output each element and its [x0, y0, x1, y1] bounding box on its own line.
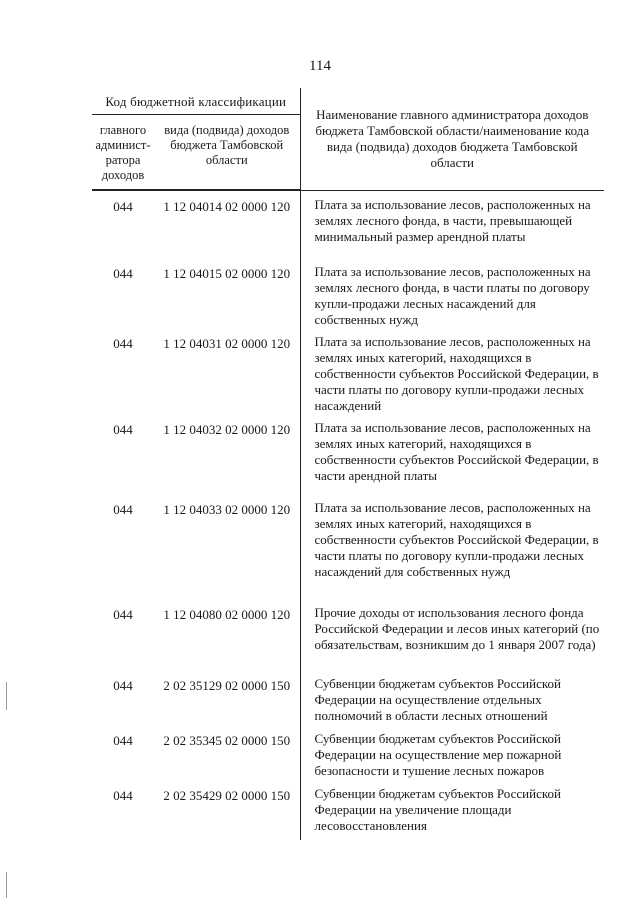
income-name: Плата за использование лесов, расположенных на землях иных категорий, находящихся в собственности субъектов Российской Федерации, в части платы по договору купли-продажи лесных насаждений — [314, 333, 599, 413]
budget-classification-table — [92, 88, 604, 840]
income-name: Плата за использование лесов, расположенных на землях лесного фонда, в части, превышающей минимальный размер арендной платы — [314, 197, 591, 244]
income-name: Плата за использование лесов, расположенных на землях лесного фонда, в части платы по договору купли-продажи лесных насаждений для собственных нужд — [314, 263, 591, 327]
income-code: 1 12 04014 02 0000 120 — [154, 191, 300, 258]
table-row — [92, 258, 604, 328]
admin-code: 044 — [113, 199, 133, 214]
table-row — [92, 191, 604, 258]
header-admin: главного админист-ратора доходов — [92, 115, 154, 190]
header-kind: вида (подвида) доходов бюджета Тамбовской области — [154, 115, 300, 190]
income-code: 1 12 04031 02 0000 120 — [154, 328, 300, 414]
admin-code: 044 — [113, 501, 133, 517]
admin-code: 044 — [113, 677, 133, 693]
admin-code: 044 — [113, 787, 133, 803]
income-name: Прочие доходы от использования лесного фонда Российской Федерации и лесов иных категорий (по обязательствам, возникшим до 1 января 2007 года) — [314, 604, 600, 652]
income-name: Субвенции бюджетам субъектов Российской Федерации на осуществление мер пожарной безопасности и тушение лесных пожаров — [314, 730, 562, 778]
income-code: 2 02 35129 02 0000 150 — [154, 670, 300, 725]
income-code: 1 12 04032 02 0000 120 — [154, 414, 300, 494]
income-code: 1 12 04080 02 0000 120 — [154, 599, 300, 670]
table-row — [92, 670, 604, 725]
income-code: 1 12 04015 02 0000 120 — [154, 258, 300, 328]
income-code: 2 02 35429 02 0000 150 — [154, 780, 300, 840]
income-name: Субвенции бюджетам субъектов Российской Федерации на увеличение площади лесовосстановления — [314, 785, 561, 833]
admin-code: 044 — [113, 421, 133, 437]
admin-code: 044 — [113, 265, 133, 281]
table-row — [92, 599, 604, 670]
header-name: Наименование главного администратора доходов бюджета Тамбовской области/наименование кода вида (подвида) доходов бюджета Тамбовской области — [315, 106, 590, 170]
table-row — [92, 780, 604, 840]
table-row — [92, 328, 604, 414]
table-row — [92, 414, 604, 494]
income-name: Субвенции бюджетам субъектов Российской Федерации на осуществление отдельных полномочий в области лесных отношений — [314, 675, 561, 723]
income-name: Плата за использование лесов, расположенных на землях иных категорий, находящихся в собственности субъектов Российской Федерации, в части платы по договору купли-продажи лесных насаждений для собственных нужд — [314, 499, 599, 579]
header-budget-classification: Код бюджетной классификации — [92, 88, 300, 115]
income-name: Плата за использование лесов, расположенных на землях иных категорий, находящихся в собственности субъектов Российской Федерации, в части арендной платы — [314, 419, 599, 483]
table-row — [92, 725, 604, 780]
scan-mark-bottom — [6, 872, 7, 898]
admin-code: 044 — [113, 606, 133, 622]
income-code: 2 02 35345 02 0000 150 — [154, 725, 300, 780]
admin-code: 044 — [113, 732, 133, 748]
admin-code: 044 — [113, 335, 133, 351]
income-code: 1 12 04033 02 0000 120 — [154, 494, 300, 599]
page-number: 114 — [309, 58, 331, 74]
table-row — [92, 494, 604, 599]
scan-mark-top — [6, 682, 7, 710]
